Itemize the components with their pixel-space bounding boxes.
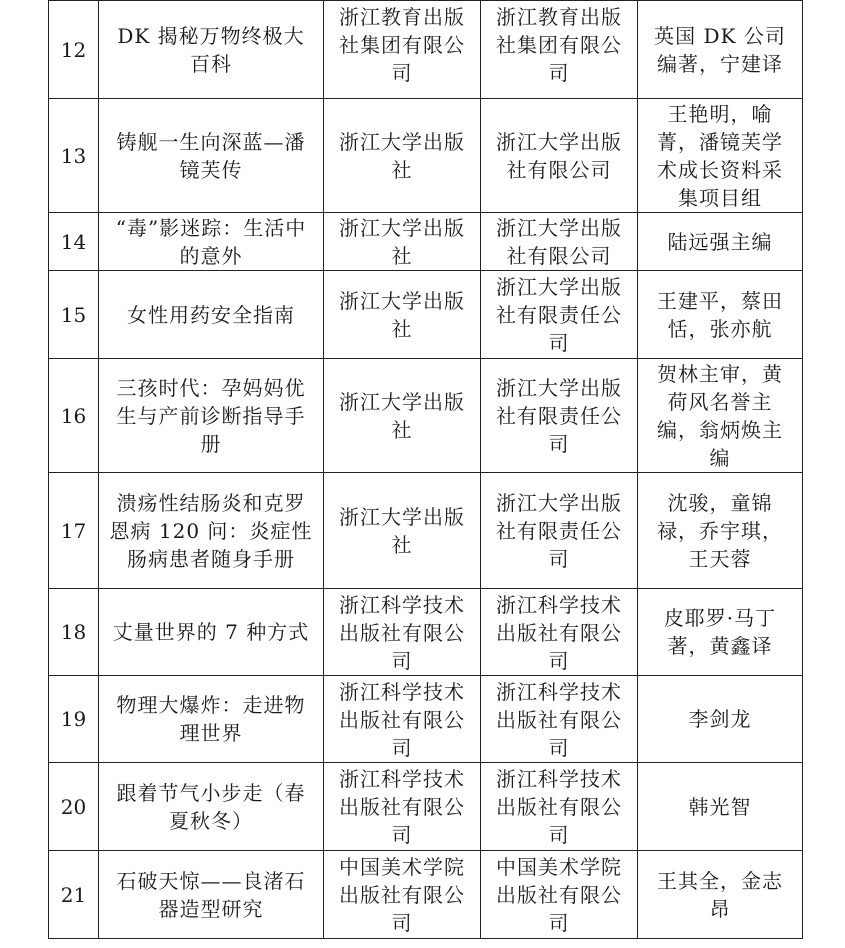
publisher-company: 浙江科学技术出版社有限公司 [481, 763, 638, 851]
book-title: DK 揭秘万物终极大百科 [99, 1, 324, 99]
author: 韩光智 [638, 763, 803, 851]
author: 英国 DK 公司编著，宁建译 [638, 1, 803, 99]
table-row [49, 271, 803, 359]
publisher: 浙江大学出版社 [324, 213, 481, 271]
table-row [49, 473, 803, 589]
table-row [49, 99, 803, 213]
table-row [49, 589, 803, 676]
book-title: 三孩时代：孕妈妈优生与产前诊断指导手册 [99, 359, 324, 473]
table-row [49, 359, 803, 473]
author: 李剑龙 [638, 676, 803, 763]
book-title: 溃疡性结肠炎和克罗恩病 120 问：炎症性肠病患者随身手册 [99, 473, 324, 589]
publisher: 浙江教育出版社集团有限公司 [324, 1, 481, 99]
row-number: 18 [49, 589, 99, 676]
row-number: 17 [49, 473, 99, 589]
author: 皮耶罗·马丁著，黄鑫译 [638, 589, 803, 676]
book-title: 铸舰一生向深蓝—潘镜芙传 [99, 99, 324, 213]
publisher-company: 浙江科学技术出版社有限公司 [481, 589, 638, 676]
book-title: “毒”影迷踪：生活中的意外 [99, 213, 324, 271]
row-number: 14 [49, 213, 99, 271]
book-title: 跟着节气小步走（春夏秋冬） [99, 763, 324, 851]
author: 陆远强主编 [638, 213, 803, 271]
publisher: 浙江大学出版社 [324, 473, 481, 589]
row-number: 21 [49, 851, 99, 939]
book-title: 物理大爆炸：走进物理世界 [99, 676, 324, 763]
publisher-company: 浙江大学出版社有限责任公司 [481, 359, 638, 473]
row-number: 13 [49, 99, 99, 213]
row-number: 16 [49, 359, 99, 473]
publisher: 浙江大学出版社 [324, 359, 481, 473]
publisher: 浙江科学技术出版社有限公司 [324, 763, 481, 851]
publisher-company: 浙江大学出版社有限责任公司 [481, 473, 638, 589]
author: 贺林主审，黄荷风名誉主编，翁炳焕主编 [638, 359, 803, 473]
book-list-table [48, 0, 803, 939]
publisher-company: 浙江教育出版社集团有限公司 [481, 1, 638, 99]
publisher-company: 浙江科学技术出版社有限公司 [481, 676, 638, 763]
publisher: 浙江大学出版社 [324, 99, 481, 213]
book-title: 丈量世界的 7 种方式 [99, 589, 324, 676]
publisher: 中国美术学院出版社有限公司 [324, 851, 481, 939]
row-number: 12 [49, 1, 99, 99]
publisher: 浙江科学技术出版社有限公司 [324, 676, 481, 763]
author: 王艳明，喻菁，潘镜芙学术成长资料采集项目组 [638, 99, 803, 213]
author: 王建平，蔡田恬，张亦航 [638, 271, 803, 359]
author: 王其全，金志昂 [638, 851, 803, 939]
table-row [49, 851, 803, 939]
table-row [49, 763, 803, 851]
row-number: 19 [49, 676, 99, 763]
publisher: 浙江科学技术出版社有限公司 [324, 589, 481, 676]
publisher-company: 中国美术学院出版社有限公司 [481, 851, 638, 939]
publisher: 浙江大学出版社 [324, 271, 481, 359]
book-title: 女性用药安全指南 [99, 271, 324, 359]
row-number: 20 [49, 763, 99, 851]
table-row [49, 213, 803, 271]
table-row [49, 1, 803, 99]
author: 沈骏，童锦禄，乔宇琪，王天蓉 [638, 473, 803, 589]
row-number: 15 [49, 271, 99, 359]
publisher-company: 浙江大学出版社有限公司 [481, 99, 638, 213]
table-row [49, 676, 803, 763]
book-title: 石破天惊——良渚石器造型研究 [99, 851, 324, 939]
publisher-company: 浙江大学出版社有限公司 [481, 213, 638, 271]
publisher-company: 浙江大学出版社有限责任公司 [481, 271, 638, 359]
